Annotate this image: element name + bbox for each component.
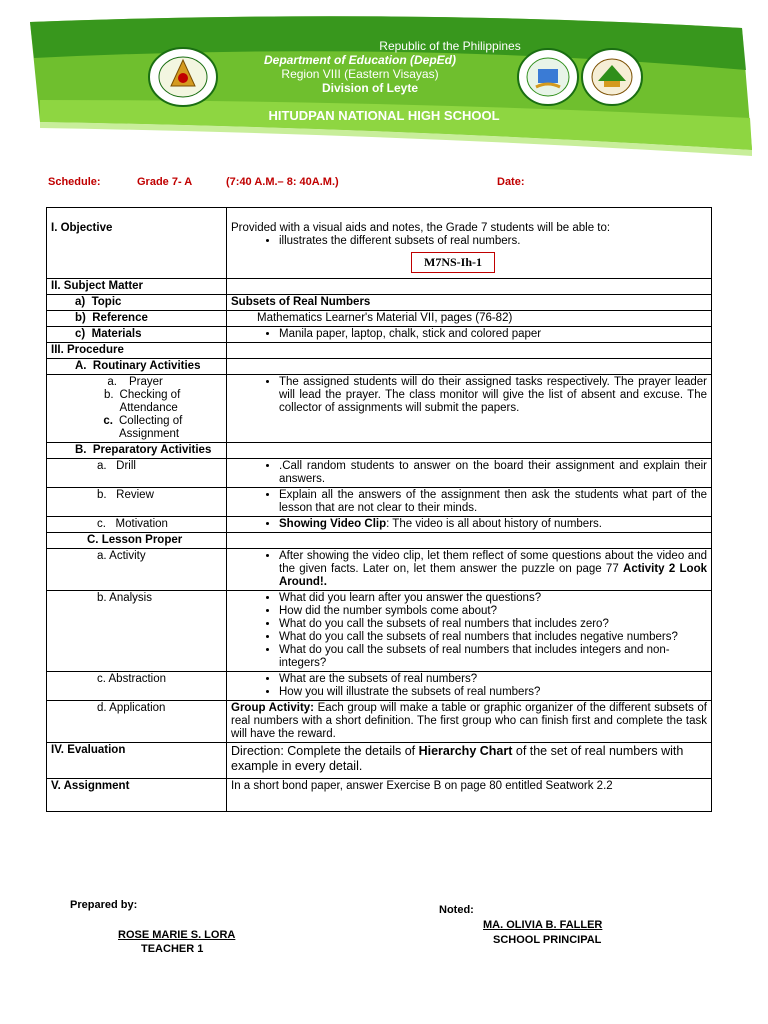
review-text: • Explain all the answers of the assignment then ask the students what part of the lesson that are not clear to their minds. bbox=[279, 489, 707, 515]
subject-matter-label: II. Subject Matter bbox=[47, 279, 227, 295]
table-row bbox=[47, 343, 712, 359]
schedule-label: Schedule: bbox=[48, 176, 101, 188]
attendance-item: Checking of Attendance bbox=[119, 389, 181, 414]
preparatory-label: B. Preparatory Activities bbox=[47, 443, 227, 459]
assignment-text: In a short bond paper, answer Exercise B on page 80 entitled Seatwork 2.2 bbox=[227, 779, 712, 812]
materials-value: • Manila paper, laptop, chalk, stick and colored paper bbox=[279, 328, 707, 341]
list-item: • What do you call the subsets of real numbers that includes zero? bbox=[279, 618, 707, 631]
schedule-grade: Grade 7- A bbox=[137, 176, 193, 188]
activity-text: • After showing the video clip, let them reflect of some questions about the video and the given facts. Later on, let them answer the puzzle on page 77 Activity 2 Look Around!. bbox=[279, 550, 707, 589]
school-name: HITUDPAN NATIONAL HIGH SCHOOL bbox=[268, 108, 500, 123]
list-item: • What do you call the subsets of real numbers that includes integers and non-integers? bbox=[279, 644, 707, 670]
abstraction-list bbox=[231, 673, 707, 699]
objective-cell bbox=[227, 208, 712, 279]
motivation-text: • Showing Video Clip: The video is all about history of numbers. bbox=[279, 518, 707, 531]
materials-label: c) Materials bbox=[47, 327, 227, 343]
lesson-plan-table bbox=[46, 207, 712, 812]
prepared-by-name: ROSE MARIE S. LORA bbox=[118, 929, 236, 941]
drill-text: • .Call random students to answer on the board their assignment and explain their answers. bbox=[279, 460, 707, 486]
evaluation-label: IV. Evaluation bbox=[47, 743, 227, 779]
list-item: • What are the subsets of real numbers? bbox=[279, 673, 707, 686]
table-row bbox=[47, 459, 712, 488]
table-row bbox=[47, 517, 712, 533]
school-seal-icon bbox=[580, 47, 644, 107]
abstraction-label: c. Abstraction bbox=[47, 672, 227, 701]
table-row bbox=[47, 488, 712, 517]
table-row bbox=[47, 359, 712, 375]
table-row bbox=[47, 533, 712, 549]
deped-seal-icon bbox=[516, 47, 580, 107]
reference-value: Mathematics Learner's Material VII, pages (76-82) bbox=[227, 311, 712, 327]
table-row bbox=[47, 375, 712, 443]
table-row bbox=[47, 743, 712, 779]
assignment-label: V. Assignment bbox=[47, 779, 227, 812]
table-row bbox=[47, 208, 712, 279]
table-row bbox=[47, 591, 712, 672]
header-region: Region VIII (Eastern Visayas) bbox=[281, 67, 439, 81]
header-deped: Department of Education (DepEd) bbox=[263, 53, 456, 67]
application-label: d. Application bbox=[47, 701, 227, 743]
prayer-item: Prayer bbox=[129, 376, 163, 388]
schedule-time: (7:40 A.M.– 8: 40A.M.) bbox=[226, 176, 339, 188]
lesson-proper-label: C. Lesson Proper bbox=[47, 533, 227, 549]
list-item: • What did you learn after you answer the questions? bbox=[279, 592, 707, 605]
activity-label: a. Activity bbox=[47, 549, 227, 591]
division-seal-icon bbox=[147, 46, 219, 108]
procedure-label: III. Procedure bbox=[47, 343, 227, 359]
application-text: Group Activity: Each group will make a table or graphic organizer of the different subsets of real numbers with a short definition. The first group who can finish first and complete the task will have the reward. bbox=[231, 702, 708, 740]
table-row bbox=[47, 279, 712, 295]
noted-by-title: SCHOOL PRINCIPAL bbox=[493, 934, 602, 946]
analysis-label: b. Analysis bbox=[47, 591, 227, 672]
header-division: Division of Leyte bbox=[321, 81, 419, 95]
objective-label: I. Objective bbox=[47, 208, 227, 279]
assignment-item: Collecting of Assignment bbox=[119, 415, 183, 440]
table-row bbox=[47, 549, 712, 591]
table-row bbox=[47, 701, 712, 743]
review-label: b. Review bbox=[47, 488, 227, 517]
competency-code: M7NS-Ih-1 bbox=[411, 252, 495, 273]
routinary-items: a. Prayer b. Checking of Attendance c. Collecting of Assignment bbox=[47, 375, 227, 443]
list-item: • How did the number symbols come about? bbox=[279, 605, 707, 618]
list-item: • How you will illustrate the subsets of real numbers? bbox=[279, 686, 707, 699]
routinary-text: • The assigned students will do their assigned tasks respectively. The prayer leader will lead the prayer. The class monitor will give the list of absent and excuse. The collector of assignments will submit the papers. bbox=[279, 376, 707, 415]
prepared-by-label: Prepared by: bbox=[70, 899, 138, 911]
drill-label: a. Drill bbox=[47, 459, 227, 488]
reference-label: b) Reference bbox=[47, 311, 227, 327]
table-row bbox=[47, 311, 712, 327]
topic-value: Subsets of Real Numbers bbox=[227, 295, 712, 311]
evaluation-text: Direction: Complete the details of Hierarchy Chart of the set of real numbers with example in every detail. bbox=[227, 743, 712, 779]
objective-bullet: • illustrates the different subsets of real numbers. bbox=[279, 235, 707, 248]
analysis-list bbox=[231, 592, 707, 670]
schedule-date-label: Date: bbox=[497, 176, 525, 188]
header-republic: Republic of the Philippines bbox=[379, 39, 521, 53]
noted-by-name: MA. OLIVIA B. FALLER bbox=[483, 919, 603, 931]
noted-label: Noted: bbox=[439, 904, 474, 916]
list-item: • What do you call the subsets of real numbers that includes negative numbers? bbox=[279, 631, 707, 644]
routinary-label: A. Routinary Activities bbox=[47, 359, 227, 375]
motivation-label: c. Motivation bbox=[47, 517, 227, 533]
table-row bbox=[47, 327, 712, 343]
letterhead bbox=[0, 0, 768, 160]
table-row bbox=[47, 779, 712, 812]
table-row bbox=[47, 443, 712, 459]
table-row bbox=[47, 295, 712, 311]
prepared-by-title: TEACHER 1 bbox=[141, 943, 204, 955]
table-row bbox=[47, 672, 712, 701]
objective-intro: Provided with a visual aids and notes, the Grade 7 students will be able to: bbox=[231, 222, 611, 234]
topic-label: a) Topic bbox=[47, 295, 227, 311]
